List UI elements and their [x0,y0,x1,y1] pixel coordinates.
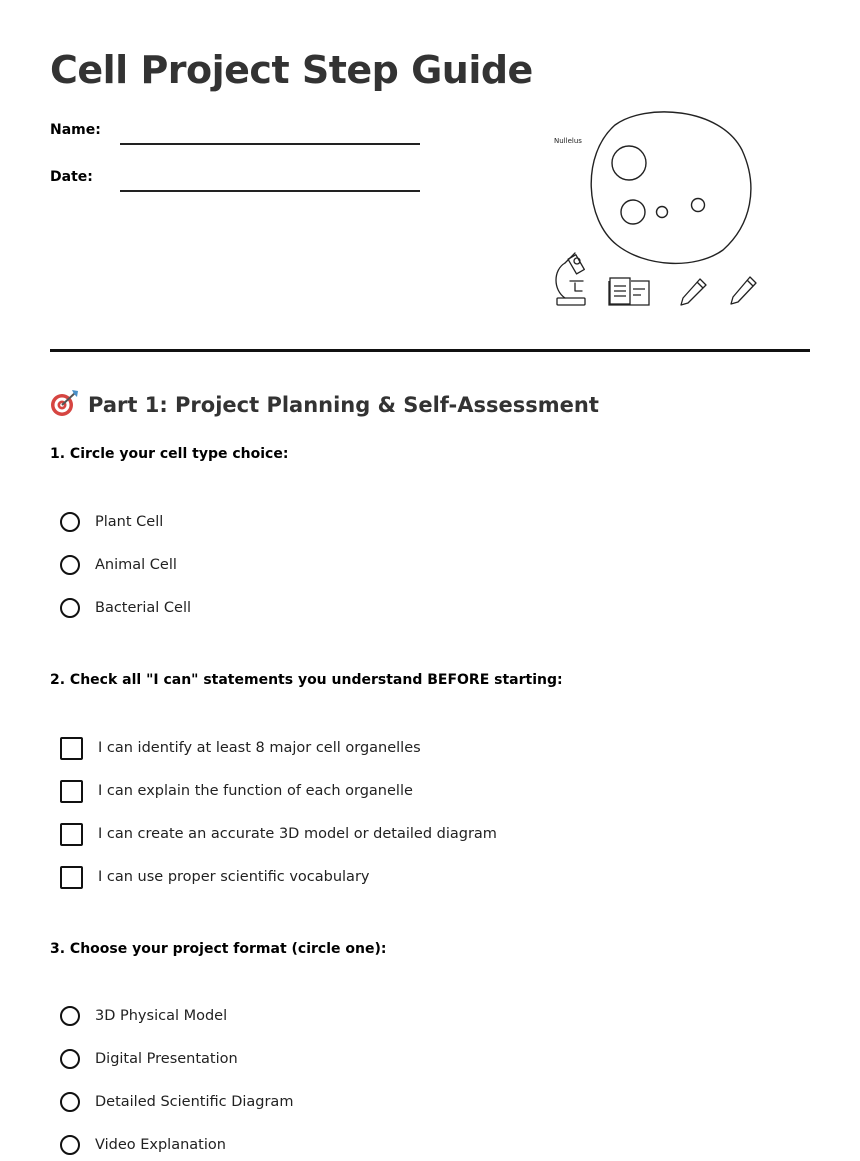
checkbox[interactable] [60,780,83,803]
radio-option-digital-presentation[interactable] [60,1046,238,1072]
question-3: 3. Choose your project format (circle one): [50,941,387,957]
option-label: I can create an accurate 3D model or detailed diagram [98,826,497,842]
target-icon [50,389,80,421]
radio-button[interactable] [60,1092,80,1112]
option-label: Digital Presentation [95,1051,238,1067]
option-label: I can identify at least 8 major cell organelles [98,740,421,756]
option-label: Plant Cell [95,514,164,530]
pencil-icon [731,277,756,304]
checkbox-option-identify[interactable] [60,735,421,761]
radio-button[interactable] [60,1135,80,1155]
checkbox-option-explain[interactable] [60,778,413,804]
option-label: I can use proper scientific vocabulary [98,869,370,885]
option-label: 3D Physical Model [95,1008,228,1024]
option-label: Video Explanation [95,1137,226,1153]
cell-illustration [545,105,770,315]
section-divider [50,349,810,352]
part1-heading [50,390,599,420]
option-label: Animal Cell [95,557,177,573]
question-2: 2. Check all "I can" statements you understand BEFORE starting: [50,672,563,688]
radio-button[interactable] [60,555,80,575]
cell-icon [591,112,751,263]
radio-option-plant-cell[interactable] [60,509,163,535]
option-label: Bacterial Cell [95,600,192,616]
pencil-icon [681,279,706,305]
book-icon [609,278,649,305]
checkbox-option-vocabulary[interactable] [60,864,370,890]
checkbox-option-create-model[interactable] [60,821,497,847]
option-label: Detailed Scientific Diagram [95,1094,294,1110]
nucleus-label: Nullelus [554,137,582,145]
name-line[interactable] [120,143,420,145]
checkbox[interactable] [60,866,83,889]
date-label: Date: [50,169,93,185]
page-title: Cell Project Step Guide [50,48,533,92]
part1-heading-text: Part 1: Project Planning & Self-Assessment [88,393,599,417]
radio-button[interactable] [60,1049,80,1069]
radio-option-video-explanation[interactable] [60,1132,226,1158]
radio-button[interactable] [60,512,80,532]
date-line[interactable] [120,190,420,192]
radio-option-animal-cell[interactable] [60,552,177,578]
checkbox[interactable] [60,737,83,760]
option-label: I can explain the function of each organelle [98,783,413,799]
question-1: 1. Circle your cell type choice: [50,446,289,462]
name-label: Name: [50,122,101,138]
checkbox[interactable] [60,823,83,846]
radio-option-3d-model[interactable] [60,1003,227,1029]
radio-button[interactable] [60,598,80,618]
radio-button[interactable] [60,1006,80,1026]
radio-option-bacterial-cell[interactable] [60,595,191,621]
radio-option-scientific-diagram[interactable] [60,1089,293,1115]
microscope-icon [556,253,585,305]
